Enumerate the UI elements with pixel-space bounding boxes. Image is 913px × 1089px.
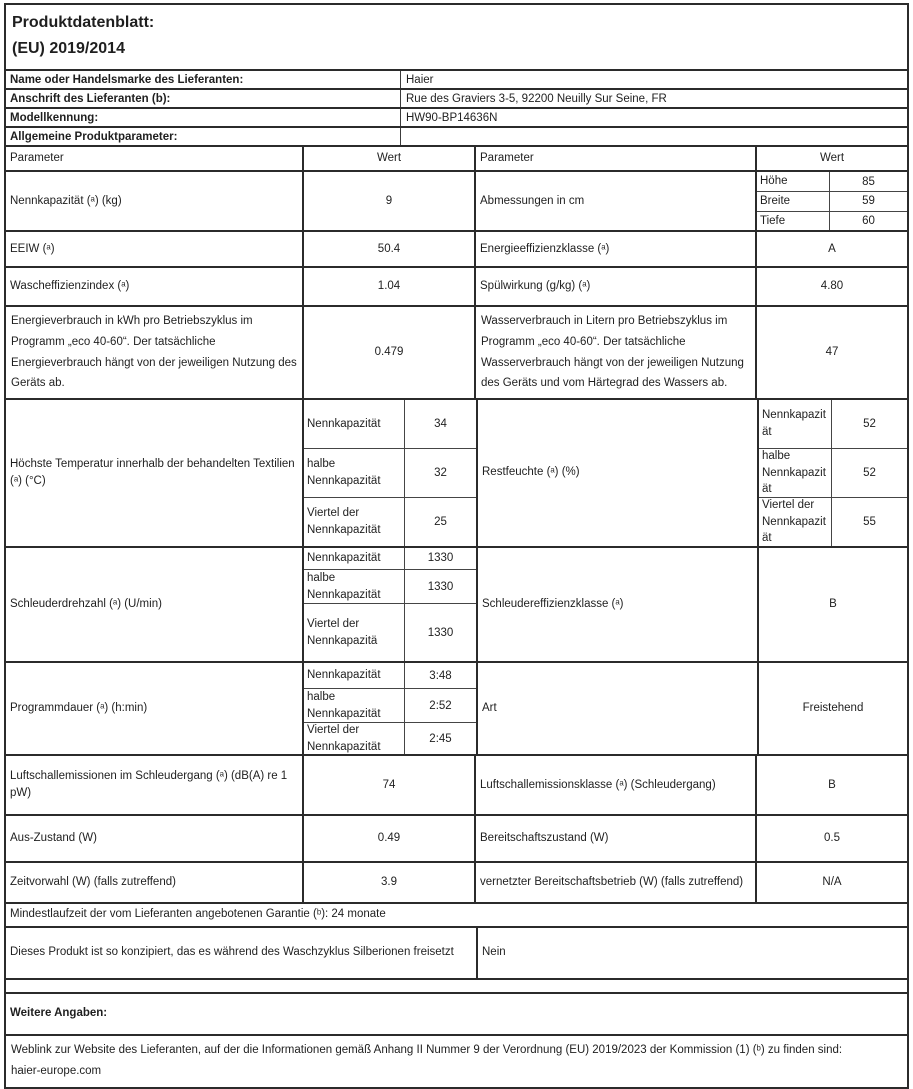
moisture-rated: Nennkapazität 52 [759,400,907,448]
moisture-quarter: Viertel der Nennkapazität 55 [759,497,907,546]
row-warranty [6,902,907,925]
supplier-name-value: Haier [400,71,907,88]
water-consumption-value: 47 [755,307,907,398]
header-parameter-left: Parameter [10,152,64,165]
eeiw-label: EEIW (ᵃ) [10,242,55,255]
noise-value: 74 [302,756,474,814]
silver-ions-label: Dieses Produkt ist so konzipiert, das es während des Waschzyklus Silberionen freisetzt [10,945,454,958]
rinse-value: 4.80 [755,268,907,305]
header-wert-right: Wert [755,147,907,170]
row-maxtemp-moisture [6,398,907,546]
spin-class-label: Schleudereffizienzklasse (ᵃ) [476,548,757,661]
moisture-subtable [757,400,907,546]
max-temp-quarter: Viertel der Nennkapazität 25 [304,497,476,546]
capacity-value: 9 [302,172,474,230]
dimension-row-depth: Tiefe 60 [757,211,907,231]
general-parameters-label: Allgemeine Produktparameter: [10,130,178,143]
supplier-address-label: Anschrift des Lieferanten (b): [10,92,171,105]
row-weblink [6,1034,907,1088]
more-info-label: Weitere Angaben: [10,1006,108,1019]
rinse-label: Spülwirkung (g/kg) (ᵃ) [474,268,755,305]
spin-speed-rated: Nennkapazität 1330 [304,548,476,569]
duration-half: halbe Nennkapazität 2:52 [304,688,476,722]
type-label: Art [476,663,757,754]
row-silver-ions [6,926,907,978]
row-duration-type [6,661,907,754]
column-header-row [6,145,907,170]
warranty-label: Mindestlaufzeit der vom Lieferanten angebotenen Garantie (ᵇ): 24 monate [10,908,386,921]
general-parameters-value [400,128,907,145]
standby-label: Bereitschaftszustand (W) [474,816,755,861]
delay-start-value: 3.9 [302,863,474,902]
energy-class-label: Energieeffizienzklasse (ᵃ) [474,232,755,266]
spin-speed-label: Schleuderdrehzahl (ᵃ) (U/min) [10,597,162,610]
max-temp-subtable [302,400,476,546]
row-offmode-standby [6,814,907,861]
model-id-value: HW90-BP14636N [400,109,907,126]
page-subtitle: (EU) 2019/2014 [12,39,125,57]
water-consumption-label: Wasserverbrauch in Litern pro Betriebszyklus im Programm „eco 40-60“. Der tatsächliche Wasserverbrauch hängt von der jeweiligen Nutzung des Geräts und vom Härtegrad des Wassers ab. [474,307,755,398]
weblink-text [6,1036,907,1088]
dimension-row-width: Breite 59 [757,191,907,211]
spin-class-value: B [757,548,907,661]
max-temp-rated: Nennkapazität 34 [304,400,476,448]
weblink-url: haier-europe.com [11,1065,102,1078]
model-id-row [6,107,907,126]
moisture-label: Restfeuchte (ᵃ) (%) [476,400,757,546]
row-washindex-rinse [6,266,907,305]
spin-speed-half: halbe Nennkapazität 1330 [304,569,476,603]
energy-class-value: A [755,232,907,266]
spacer-row [6,978,907,992]
dimensions-subtable [755,172,907,230]
supplier-address-row [6,88,907,107]
networked-standby-value: N/A [755,863,907,902]
dimensions-label: Abmessungen in cm [474,172,755,230]
max-temp-label: Höchste Temperatur innerhalb der behandelten Textilien (ᵃ) (°C) [10,457,295,487]
row-spinspeed-spinclass [6,546,907,661]
capacity-label: Nennkapazität (ᵃ) (kg) [10,194,122,207]
noise-class-label: Luftschallemissionsklasse (ᵃ) (Schleudergang) [474,756,755,814]
spin-speed-quarter: Viertel der Nennkapazitä 1330 [304,603,476,661]
general-parameters-row [6,126,907,145]
noise-class-value: B [755,756,907,814]
row-eeiw-energyclass [6,230,907,266]
energy-consumption-value: 0.479 [302,307,474,398]
duration-rated: Nennkapazität 3:48 [304,663,476,688]
wash-index-label: Wascheffizienzindex (ᵃ) [10,280,130,293]
page-title: Produktdatenblatt: [12,14,155,31]
networked-standby-label: vernetzter Bereitschaftsbetrieb (W) (falls zutreffend) [474,863,755,902]
weblink-line1: Weblink zur Website des Lieferanten, auf der die Informationen gemäß Anhang II Nummer 9 der Verordnung (EU) 2019/2023 der Kommission (1) (ᵇ) zu finden sind: [11,1043,843,1056]
spin-speed-subtable [302,548,476,661]
row-energy-water-consumption [6,305,907,398]
eeiw-value: 50.4 [302,232,474,266]
max-temp-half: halbe Nennkapazität 32 [304,448,476,497]
silver-ions-value: Nein [476,928,907,978]
header-wert-left: Wert [302,147,474,170]
datasheet-table [4,3,909,1089]
row-capacity-dimensions [6,170,907,230]
row-delaystart-networkedstandby [6,861,907,902]
delay-start-label: Zeitvorwahl (W) (falls zutreffend) [10,876,176,889]
header-parameter-right: Parameter [474,147,755,170]
supplier-name-row [6,69,907,88]
dimension-row-height: Höhe 85 [757,172,907,191]
model-id-label: Modellkennung: [10,111,99,124]
off-mode-value: 0.49 [302,816,474,861]
standby-value: 0.5 [755,816,907,861]
wash-index-value: 1.04 [302,268,474,305]
moisture-half: halbe Nennkapazität 52 [759,448,907,497]
duration-label: Programmdauer (ᵃ) (h:min) [10,702,148,715]
noise-label: Luftschallemissionen im Schleudergang (ᵃ) (dB(A) re 1 pW) [10,770,288,800]
duration-quarter: Viertel der Nennkapazität 2:45 [304,722,476,754]
type-value: Freistehend [757,663,907,754]
row-more-info [6,992,907,1034]
row-noise-noiseclass [6,754,907,814]
supplier-name-label: Name oder Handelsmarke des Lieferanten: [10,73,244,86]
supplier-address-value: Rue des Graviers 3-5, 92200 Neuilly Sur Seine, FR [400,90,907,107]
duration-subtable [302,663,476,754]
title-block [6,5,907,69]
off-mode-label: Aus-Zustand (W) [10,832,97,845]
energy-consumption-label: Energieverbrauch in kWh pro Betriebszyklus im Programm „eco 40-60“. Der tatsächliche Energieverbrauch hängt von der jeweiligen Nutzung des Geräts ab. [11,315,297,390]
